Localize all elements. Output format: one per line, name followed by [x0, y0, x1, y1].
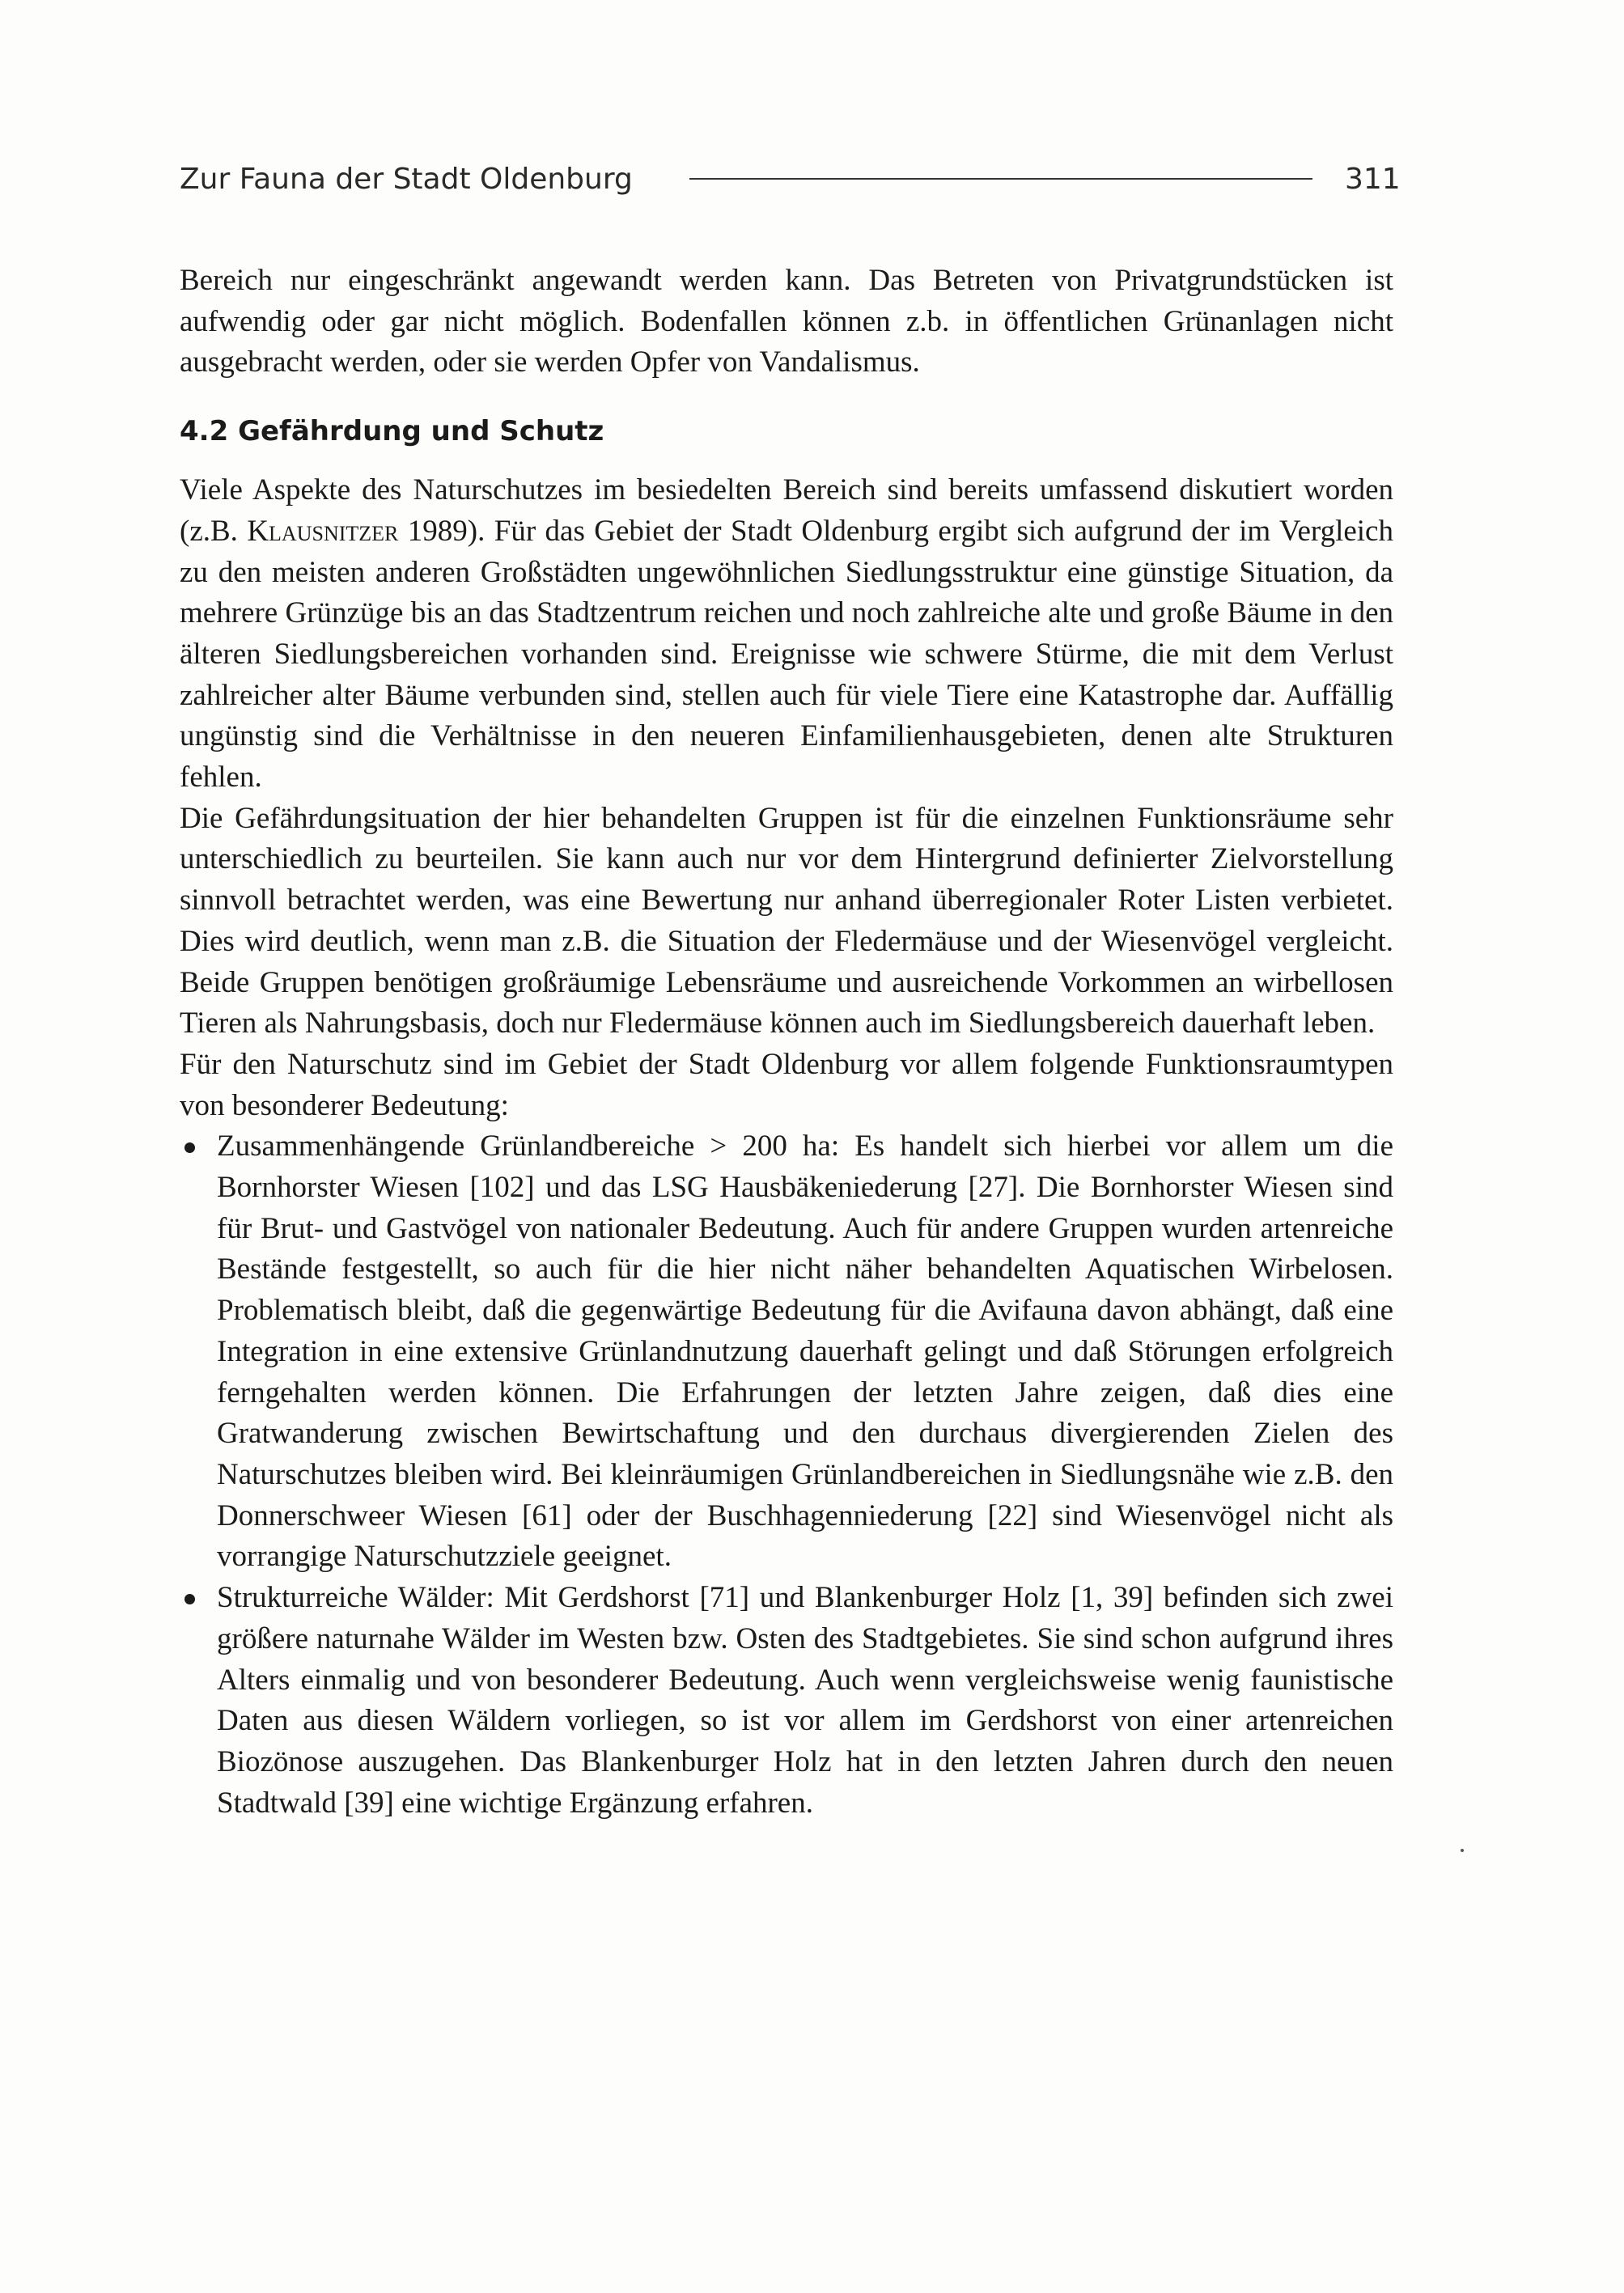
paragraph-text: Viele Aspekte des Naturschutzes im besiedelten Bereich sind bereits umfassend diskutiert worden (z.B. — [180, 473, 1393, 548]
scan-speck — [1461, 1849, 1464, 1852]
page-number: 311 — [1345, 162, 1401, 196]
list-item: Strukturreiche Wälder: Mit Gerdshorst [71] und Blankenburger Holz [1, 39] befinden sich zwei größere naturnahe Wälder im Westen bzw. Osten des Stadtgebietes. Sie sind schon aufgrund ihres Alters einmalig und von besonderer Bedeutung. Auch wenn vergleichsweise wenig faunistische Daten aus diesen Wäldern vorliegen, so ist vor allem im Gerdshorst von einer artenreichen Biozönose auszugehen. Das Blankenburger Holz hat in den letzten Jahren durch den neuen Stadtwald [39] eine wichtige Ergänzung erfahren. — [180, 1578, 1393, 1824]
bullet-list — [180, 1126, 1393, 1824]
header-rule — [689, 178, 1312, 180]
section-heading: 4.2 Gefährdung und Schutz — [180, 415, 604, 448]
running-header — [180, 159, 1401, 199]
paragraph-intro-list: Für den Naturschutz sind im Gebiet der Stadt Oldenburg vor allem folgende Funktionsraumtypen von besonderer Bedeutung: — [180, 1047, 1393, 1122]
paragraph-situation: Die Gefährdungsituation der hier behandelten Gruppen ist für die einzelnen Funktionsräume sehr unterschiedlich zu beurteilen. Sie kann auch nur vor dem Hintergrund definierter Zielvorstellung sinnvoll betrachtet werden, was eine Bewertung nur anhand überregionaler Roter Listen verbietet. Dies wird deutlich, wenn man z.B. die Situation der Fledermäuse und der Wiesenvögel vergleicht. Beide Gruppen benötigen großräumige Lebensräume und ausreichende Vorkommen an wirbellosen Tieren als Nahrungsbasis, doch nur Fledermäuse können auch im Siedlungsbereich dauerhaft leben. — [180, 801, 1393, 1041]
list-item: Zusammenhängende Grünlandbereiche > 200 ha: Es handelt sich hierbei vor allem um die Bornhorster Wiesen [102] und das LSG Hausbäkeniederung [27]. Die Bornhorster Wiesen sind für Brut- und Gastvögel von nationaler Bedeutung. Auch für andere Gruppen wurden artenreiche Bestände festgestellt, so auch für die hier nicht näher behandelten Aquatischen Wirbelosen. Problematisch bleibt, daß die gegenwärtige Bedeutung für die Avifauna davon abhängt, daß eine Integration in eine extensive Grünlandnutzung dauerhaft gelingt und daß Störungen erfolgreich ferngehalten werden können. Die Erfahrungen der letzten Jahre zeigen, daß dies eine Gratwanderung zwischen Bewirtschaftung und den durchaus divergierenden Zielen des Naturschutzes bleiben wird. Bei kleinräumigen Grünlandbereichen in Siedlungsnähe wie z.B. den Donnerschweer Wiesen [61] oder der Buschhagenniederung [22] sind Wiesenvögel nicht als vorrangige Naturschutzziele geeignet. — [180, 1126, 1393, 1578]
running-title: Zur Fauna der Stadt Oldenburg — [180, 162, 633, 196]
paragraph-aspects — [180, 470, 1393, 799]
page — [180, 159, 1401, 1824]
paragraph-text: 1989). Für das Gebiet der Stadt Oldenburg ergibt sich aufgrund der im Vergleich zu den meisten anderen Großstädten ungewöhnlichen Siedlungsstruktur eine günstige Situation, da mehrere Grünzüge bis an das Stadtzentrum reichen und noch zahlreiche alte und große Bäume in den älteren Siedlungsbereichen vorhanden sind. Ereignisse wie schwere Stürme, die mit dem Verlust zahlreicher alter Bäume verbunden sind, stellen auch für viele Tiere eine Katastrophe dar. Auffällig ungünstig sind die Verhältnisse in den neueren Einfamilienhausgebieten, denen alte Strukturen fehlen. — [180, 514, 1393, 795]
paragraph-continued: Bereich nur eingeschränkt angewandt werden kann. Das Betreten von Privatgrundstücken ist aufwendig oder gar nicht möglich. Bodenfallen können z.b. in öffentlichen Grünanlagen nicht ausgebracht werden, oder sie werden Opfer von Vandalismus. — [180, 264, 1393, 379]
body-text — [180, 261, 1393, 1824]
citation-author: Klausnitzer — [247, 514, 399, 548]
